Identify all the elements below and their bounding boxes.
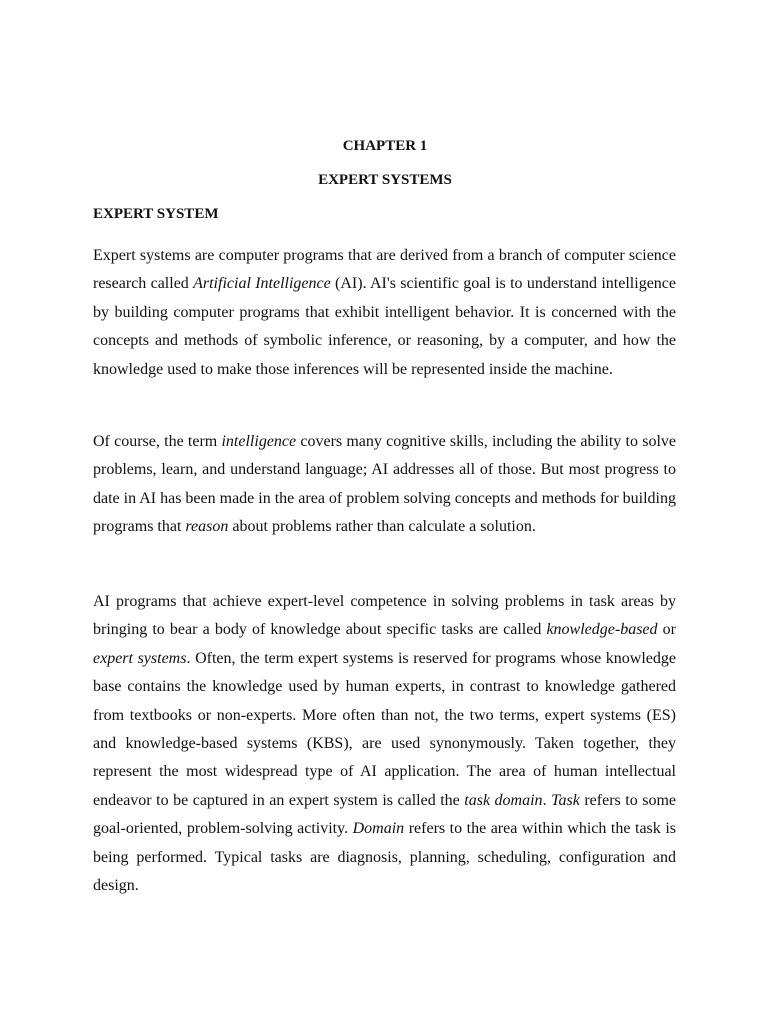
- paragraph-2: [93, 428, 676, 542]
- text-run: refers to the area within which the task is being performed. Typical tasks are diagnosis, planning, scheduling, configuration and design.: [93, 820, 676, 895]
- text-run: Of course, the term: [93, 433, 222, 450]
- text-run: . Often, the term expert systems is reserved for programs whose knowledge base contains the knowledge used by human experts, in contrast to knowledge gathered from textbooks or non-experts. More often than not, the two terms, expert systems (ES) and knowledge-based systems (KBS), are used synonymously. Taken together, they represent the most widespread type of AI application. The area of human intellectual endeavor to be captured in an expert system is called the: [93, 649, 677, 809]
- text-run: AI programs that achieve expert-level competence in solving problems in task areas by bringing to bear a body of knowledge about specific tasks are called: [93, 593, 676, 639]
- text-run: covers many cognitive skills, including the ability to solve problems, learn, and understand language; AI addresses all of those. But most progress to date in AI has been made in the area of problem solving concepts and methods for building programs that: [93, 433, 677, 536]
- text-run: .: [542, 791, 552, 809]
- italic-term: expert systems: [93, 649, 187, 667]
- paragraph-1: [93, 242, 676, 384]
- italic-term: reason: [185, 518, 229, 536]
- chapter-title: EXPERT SYSTEMS: [318, 172, 452, 188]
- italic-term: knowledge-based: [546, 621, 658, 639]
- italic-term: Task: [551, 791, 580, 809]
- italic-term: intelligence: [221, 433, 297, 450]
- section-heading: EXPERT SYSTEM: [93, 206, 219, 222]
- chapter-number: CHAPTER 1: [342, 138, 428, 154]
- italic-term: Artificial Intelligence: [193, 275, 331, 293]
- text-run: or: [657, 621, 676, 639]
- text-run: (AI). AI's scientific goal is to understand intelligence by building computer programs that exhibit intelligent behavior. It is concerned with the concepts and methods of symbolic inference, or reasoning, by a computer, and how the knowledge used to make those inferences will be represented inside the machine.: [93, 275, 676, 378]
- text-run: Expert systems are computer programs that are derived from a branch of computer science research called: [93, 247, 676, 293]
- paragraph-3: [93, 588, 676, 900]
- italic-term: task domain: [464, 791, 543, 809]
- text-run: about problems rather than calculate a solution.: [228, 518, 536, 536]
- italic-term: Domain: [352, 820, 405, 838]
- text-run: refers to some goal-oriented, problem-solving activity.: [93, 791, 677, 838]
